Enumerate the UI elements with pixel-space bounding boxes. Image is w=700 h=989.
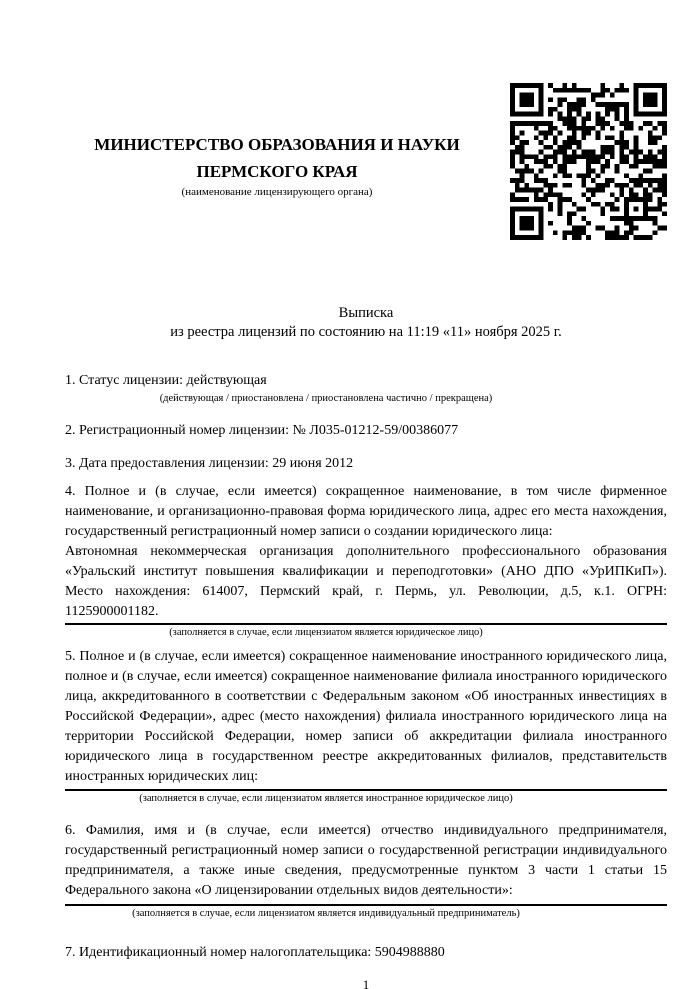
legal-entity-statement: 4. Полное и (в случае, если имеется) сокращенное наименование, в том числе фирменное наименование, и организационно-правовая форма юридического лица, адрес его места нахождения, государственный регистрационный номер записи о создании юридического лица: [65, 484, 667, 539]
qr-code-container [510, 83, 667, 240]
field-grant-date: 3. Дата предоставления лицензии: 29 июня 2012 [65, 456, 354, 471]
document-header [65, 83, 667, 240]
field-taxpayer-inn: 7. Идентификационный номер налогоплательщика: 5904988880 [65, 945, 445, 960]
section-foreign-entity [65, 647, 667, 807]
foreign-entity-caption: (заполняется в случае, если лицензиатом является иностранное юридическое лицо) [139, 793, 513, 804]
entrepreneur-caption: (заполняется в случае, если лицензиатом является индивидуальный предприниматель) [132, 908, 520, 919]
document-title [65, 304, 667, 342]
foreign-entity-statement: 5. Полное и (в случае, если имеется) сокращенное наименование иностранного юридического лица, полное и (в случае, если имеется) сокращенное наименование филиала иностранного юридического лица, аккредитованного в соответствии с Федеральным законом «Об иностранных инвестициях в Российской Федерации», адрес (место нахождения) филиала иностранного юридического лица на территории Российской Федерации, номер записи об аккредитации филиала иностранного юридического лица в государственном реестре аккредитованных филиалов, представительств иностранных юридических лиц: [65, 649, 667, 784]
ministry-name-line2: ПЕРМСКОГО КРАЯ [196, 162, 358, 181]
field-license-status-caption: (действующая / приостановлена / приостановлена частично / прекращена) [159, 393, 493, 404]
legal-entity-caption: (заполняется в случае, если лицензиатом является юридическое лицо) [169, 627, 483, 638]
ministry-caption: (наименование лицензирующего органа) [181, 186, 373, 198]
licensing-authority-block [65, 83, 489, 200]
legal-entity-value: Автономная некоммерческая организация дополнительного профессионального образования «Уральский институт повышения квалификации и переподготовки» (АНО ДПО «УрИПКиП»). Место нахождения: 614007, Пермский край, г. Пермь, ул. Революции, д.5, к.1. ОГРН: 1125900001182. [65, 544, 667, 619]
legal-entity-ruled-block [65, 482, 667, 625]
field-license-status: 1. Статус лицензии: действующая [65, 373, 267, 388]
title-line1: Выписка [338, 305, 394, 321]
field-registration-number: 2. Регистрационный номер лицензии: № Л035-01212-59/00386077 [65, 423, 459, 438]
qr-code-icon [510, 83, 667, 240]
entrepreneur-statement: 6. Фамилия, имя и (в случае, если имеется) отчество индивидуального предпринимателя, государственный регистрационный номер записи о государственной регистрации индивидуального предпринимателя, а также иные сведения, предусмотренные пунктом 3 части 1 статьи 15 Федерального закона «О лицензировании отдельных видов деятельности»: [65, 823, 667, 898]
section-entrepreneur [65, 821, 667, 922]
section-legal-entity [65, 482, 667, 641]
ministry-name-line1: МИНИСТЕРСТВО ОБРАЗОВАНИЯ И НАУКИ [94, 135, 460, 154]
title-line2: из реестра лицензий по состоянию на 11:19 «11» ноября 2025 г. [170, 324, 562, 340]
page-number: 1 [362, 977, 370, 989]
